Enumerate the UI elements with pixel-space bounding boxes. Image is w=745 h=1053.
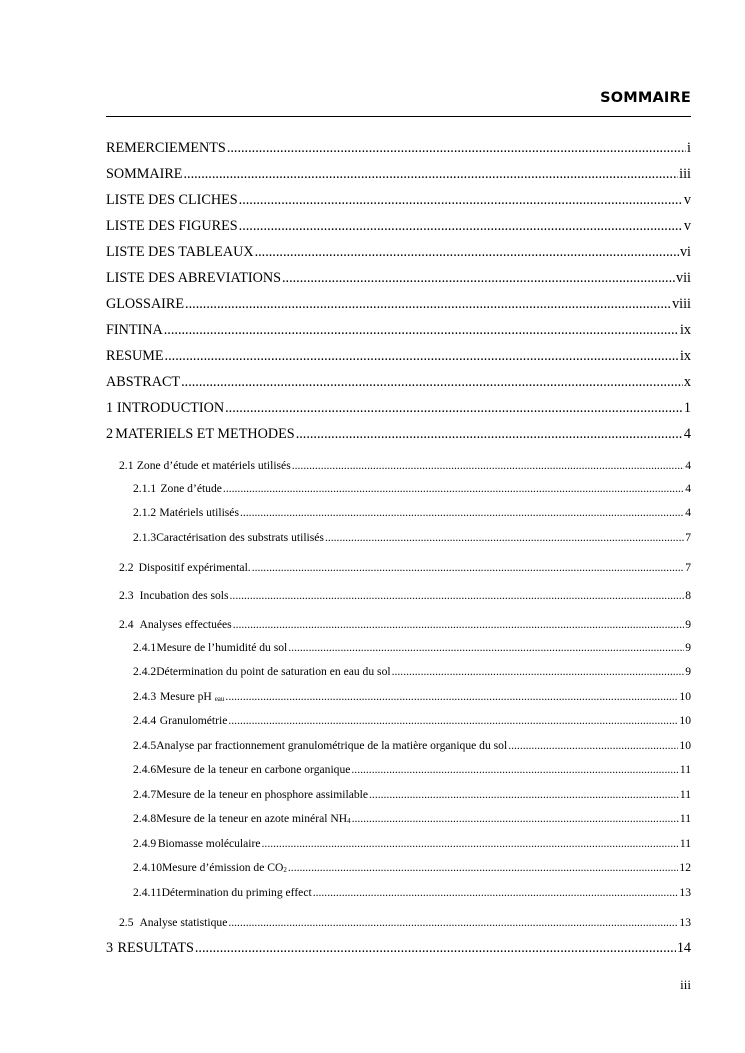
toc-entry-label-text: Mesure de la teneur en phosphore assimilable (156, 788, 369, 801)
toc-leader-dots (181, 374, 683, 391)
toc-entry[interactable] (106, 788, 691, 801)
toc-entry-number: 2.1 (119, 459, 134, 472)
toc-entry[interactable] (106, 506, 691, 519)
toc-entry[interactable] (106, 322, 691, 339)
toc-entry-label (156, 812, 350, 825)
toc-entry-page: ix (679, 322, 691, 338)
toc-entry-number: 2.4.2 (133, 665, 157, 678)
toc-entry-label-text: INTRODUCTION (116, 400, 225, 416)
toc-entry-label-text: Mesure de la teneur en carbone organique (156, 763, 351, 776)
toc-entry-label (117, 400, 224, 417)
toc-entry-label-text: RESUME (106, 348, 164, 364)
toc-entry[interactable] (106, 837, 691, 850)
toc-entry-number: 3 (106, 940, 114, 956)
toc-leader-dots (288, 861, 679, 874)
toc-entry-page: 4 (683, 426, 691, 442)
toc-entry-number: 2.5 (119, 916, 134, 929)
toc-entry-label (159, 506, 239, 519)
toc-leader-dots (351, 763, 678, 776)
toc-entry-label-text: Analyse statistique (139, 916, 228, 929)
toc-entry-label-text: LISTE DES ABREVIATIONS (106, 270, 281, 286)
toc-entry-label (139, 561, 251, 574)
toc-entry-page: 4 (685, 506, 691, 519)
toc-leader-dots (288, 641, 684, 654)
toc-entry-label (158, 837, 261, 850)
toc-entry-label (160, 714, 228, 727)
toc-entry[interactable] (106, 166, 691, 183)
toc-entry-label (106, 140, 226, 157)
toc-entry-label (106, 166, 182, 183)
toc-entry-label (106, 322, 163, 339)
toc-entry[interactable] (106, 374, 691, 391)
toc-entry-label-text: Mesure de la teneur en azote minéral NH (156, 812, 348, 825)
toc-entry[interactable] (106, 690, 691, 703)
toc-entry[interactable] (106, 140, 691, 157)
toc-entry[interactable] (106, 739, 691, 752)
toc-entry-page: vi (679, 244, 691, 260)
toc-entry-subscript: 2 (283, 866, 287, 874)
toc-entry-page: 7 (685, 561, 691, 574)
toc-entry-page: 11 (679, 763, 691, 776)
toc-leader-dots (225, 400, 683, 417)
toc-entry-page: vii (676, 270, 691, 286)
toc-entry-page: 13 (679, 916, 691, 929)
toc-entry-page: 9 (685, 618, 691, 631)
toc-entry[interactable] (106, 482, 691, 495)
toc-entry[interactable] (106, 665, 691, 678)
toc-entry-page: 9 (685, 665, 691, 678)
toc-entry-page: 10 (679, 690, 691, 703)
toc-leader-dots (352, 812, 679, 825)
toc-entry-label-text: Zone d’étude et matériels utilisés (136, 459, 291, 472)
toc-entry-number: 2.1.3 (133, 531, 157, 544)
toc-entry-label-text: Biomasse moléculaire (157, 837, 261, 850)
toc-entry-number: 2.4.3 (133, 690, 157, 703)
toc-leader-dots (239, 218, 683, 235)
toc-entry-page: 4 (685, 459, 691, 472)
toc-entry-label (106, 348, 164, 365)
toc-entry-label-text: RESULTATS (117, 940, 194, 956)
toc-entry[interactable] (106, 886, 691, 899)
toc-leader-dots (195, 940, 676, 957)
toc-entry-label (156, 665, 390, 678)
toc-entry-number: 2.1.1 (133, 482, 157, 495)
toc-leader-dots (225, 690, 678, 703)
toc-entry-subscript: eau (214, 695, 225, 703)
toc-entry-label (156, 739, 507, 752)
toc-leader-dots (239, 192, 683, 209)
toc-entry[interactable] (106, 459, 691, 472)
toc-entry-number: 2.3 (119, 589, 134, 602)
toc-entry[interactable] (106, 763, 691, 776)
toc-entry-page: i (687, 140, 691, 156)
toc-entry[interactable] (106, 940, 691, 957)
toc-entry-label-text: MATERIELS ET METHODES (115, 426, 295, 442)
toc-entry-label (162, 886, 312, 899)
toc-entry-label-text: Granulométrie (159, 714, 228, 727)
toc-entry-label (115, 426, 294, 443)
toc-entry-number: 2.4.6 (133, 763, 157, 776)
toc-entry-label-text: Mesure d’émission de CO (161, 861, 284, 874)
toc-leader-dots (292, 459, 684, 472)
toc-leader-dots (369, 788, 679, 801)
toc-entry-label (156, 788, 368, 801)
toc-entry-label-text: Analyse par fractionnement granulométrique de la matière organique du sol (156, 739, 508, 752)
toc-entry-page: 7 (685, 531, 691, 544)
toc-leader-dots (313, 886, 679, 899)
toc-entry-label-text: Analyses effectuées (139, 618, 232, 631)
toc-entry-label (139, 916, 227, 929)
toc-entry-label (140, 618, 232, 631)
toc-entry-label-text: Mesure pH (159, 690, 215, 703)
toc-entry[interactable] (106, 812, 691, 825)
toc-entry[interactable] (106, 531, 691, 544)
toc-entry[interactable] (106, 589, 691, 602)
toc-entry-label (140, 589, 229, 602)
toc-entry-page: x (683, 374, 691, 390)
toc-leader-dots (183, 166, 678, 183)
toc-entry-number: 1 (106, 400, 114, 416)
toc-leader-dots (255, 244, 679, 261)
toc-entry-page: v (683, 192, 691, 208)
toc-entry-subscript: 4 (347, 817, 351, 825)
toc-entry[interactable] (106, 244, 691, 261)
toc-entry-number: 2.4.5 (133, 739, 157, 752)
toc-leader-dots (228, 916, 678, 929)
toc-entry-page: 10 (679, 714, 691, 727)
toc-entry-label (106, 218, 238, 235)
toc-leader-dots (262, 837, 679, 850)
toc-entry[interactable] (106, 618, 691, 631)
toc-entry-label-text: Incubation des sols (139, 589, 229, 602)
toc-entry[interactable] (106, 218, 691, 235)
toc-entry-number: 2.2 (119, 561, 134, 574)
toc-entry-label (160, 690, 224, 703)
toc-entry-label-text: Dispositif expérimental. (138, 561, 251, 574)
toc-entry-label-text: GLOSSAIRE (106, 296, 185, 312)
toc-entry-page: 4 (685, 482, 691, 495)
toc-leader-dots (165, 348, 679, 365)
toc-entry-label-text: Détermination du priming effect (161, 886, 312, 899)
toc-leader-dots (164, 322, 679, 339)
toc-entry-page: 8 (685, 589, 691, 602)
toc-entry-label (106, 374, 180, 391)
toc-entry-label-text: Matériels utilisés (159, 506, 239, 519)
toc-entry-number: 2.4 (119, 618, 134, 631)
toc-entry-number: 2.4.8 (133, 812, 157, 825)
toc-entry-label (156, 763, 350, 776)
toc-entry-label-text: REMERCIEMENTS (106, 140, 226, 156)
page-title: SOMMAIRE (600, 90, 691, 106)
toc-entry-page: 11 (679, 812, 691, 825)
toc-entry-number: 2.4.11 (133, 886, 162, 899)
toc-entry[interactable] (106, 348, 691, 365)
toc-entry-label-text: LISTE DES CLICHES (106, 192, 238, 208)
toc-leader-dots (392, 665, 685, 678)
toc-leader-dots (185, 296, 671, 313)
toc-leader-dots (233, 618, 685, 631)
toc-entry-page: 9 (685, 641, 691, 654)
toc-leader-dots (228, 714, 678, 727)
toc-entry-number: 2.1.2 (133, 506, 157, 519)
toc-entry-label (156, 531, 324, 544)
toc-entry-number: 2.4.1 (133, 641, 157, 654)
toc-entry-label-text: FINTINA (106, 322, 163, 338)
toc-entry-label (162, 861, 287, 874)
toc-entry-label (137, 459, 291, 472)
toc-entry-label (157, 641, 288, 654)
toc-leader-dots (325, 531, 684, 544)
toc-entry[interactable] (106, 641, 691, 654)
toc-entry-label-text: Mesure de l’humidité du sol (156, 641, 288, 654)
toc-entry[interactable] (106, 400, 691, 417)
toc-entry-label-text: ABSTRACT (106, 374, 181, 390)
footer-page-number: iii (680, 977, 691, 992)
toc-entry-page: ix (679, 348, 691, 364)
toc-leader-dots (508, 739, 678, 752)
toc-entry-page: 13 (679, 886, 691, 899)
toc-entry-page: 14 (676, 940, 691, 956)
toc-entry-page: 10 (679, 739, 691, 752)
toc-entry-label-text: LISTE DES TABLEAUX (106, 244, 254, 260)
toc-entry-label-text: Caractérisation des substrats utilisés (156, 531, 324, 544)
toc-entry-label (106, 244, 254, 261)
toc-entry-label-text: LISTE DES FIGURES (106, 218, 238, 234)
toc-leader-dots (223, 482, 684, 495)
toc-entry-page: 1 (683, 400, 691, 416)
toc-entry-number: 2.4.4 (133, 714, 157, 727)
toc-entry-label (106, 270, 281, 287)
toc-entry-label-text: SOMMAIRE (106, 166, 183, 182)
toc-leader-dots (230, 589, 685, 602)
toc-entry-label (117, 940, 193, 957)
toc-entry-label (106, 192, 238, 209)
toc-entry[interactable] (106, 561, 691, 574)
toc-entry-page: 11 (679, 788, 691, 801)
toc-entry[interactable] (106, 192, 691, 209)
toc-leader-dots (296, 426, 683, 443)
toc-entry-label (106, 296, 184, 313)
toc-entry-page: iii (679, 166, 691, 182)
toc-entry-page: v (683, 218, 691, 234)
toc-entry-page: 11 (679, 837, 691, 850)
toc-leader-dots (282, 270, 675, 287)
title-underline (106, 116, 691, 117)
toc-entry[interactable] (106, 714, 691, 727)
toc-entry-number: 2.4.9 (133, 837, 157, 850)
toc-entry-number: 2.4.7 (133, 788, 157, 801)
toc-entry[interactable] (106, 916, 691, 929)
toc-leader-dots (240, 506, 684, 519)
toc-entry-page: viii (672, 296, 691, 312)
toc-entry[interactable] (106, 296, 691, 313)
toc-leader-dots (252, 561, 685, 574)
toc-entry-label (160, 482, 221, 495)
toc-entry[interactable] (106, 861, 691, 874)
toc-entry-number: 2 (106, 426, 114, 442)
toc-entry-label-text: Détermination du point de saturation en eau du sol (156, 665, 391, 678)
toc-entry[interactable] (106, 426, 691, 443)
toc-entry-label-text: Zone d’étude (160, 482, 222, 495)
toc-entry-page: 12 (679, 861, 691, 874)
toc-entry-number: 2.4.10 (133, 861, 162, 874)
toc-leader-dots (227, 140, 686, 157)
toc-entry[interactable] (106, 270, 691, 287)
